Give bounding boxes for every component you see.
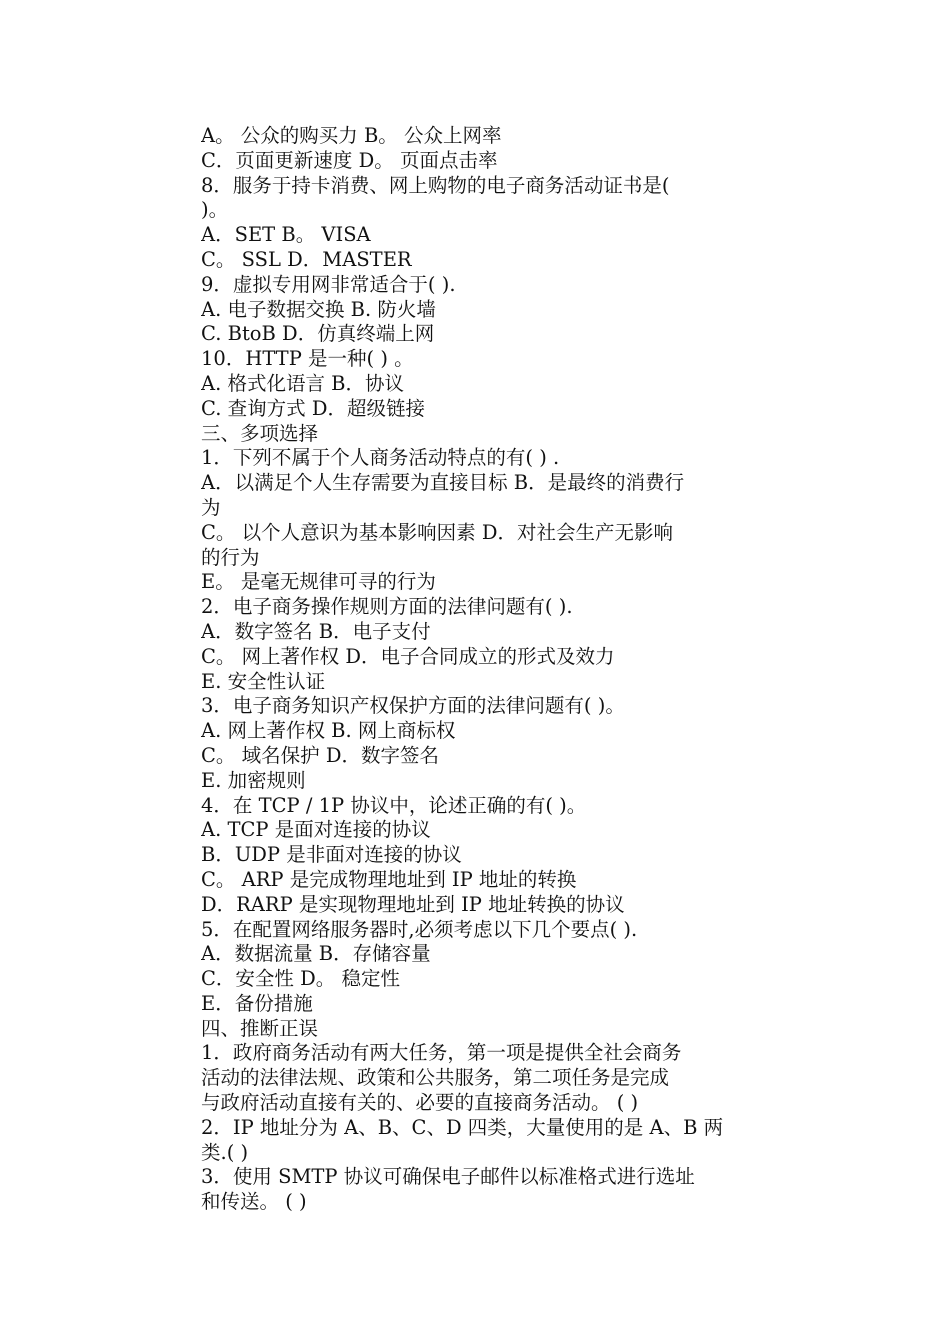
text-line: A. 电子数据交换 B. 防火墙 — [201, 297, 436, 321]
text-line: 2．电子商务操作规则方面的法律问题有( ). — [201, 595, 573, 619]
text-line: C。 域名保护 D．数字签名 — [201, 743, 439, 767]
text-line: A．SET B。 VISA — [201, 223, 371, 247]
text-line: A. 网上著作权 B. 网上商标权 — [201, 719, 456, 743]
text-line: A．数字签名 B．电子支付 — [201, 619, 431, 643]
section-heading: 四、推断正误 — [201, 1016, 319, 1040]
text-line: 1．政府商务活动有两大任务，第一项是提供全社会商务 — [201, 1041, 682, 1065]
text-line: E．备份措施 — [201, 991, 313, 1015]
text-line: 3．使用 SMTP 协议可确保电子邮件以标准格式进行选址 — [201, 1165, 695, 1189]
text-line: 活动的法律法规、政策和公共服务，第二项任务是完成 — [201, 1066, 670, 1090]
section-heading: 三、多项选择 — [201, 421, 319, 445]
text-line: A．以满足个人生存需要为直接目标 B．是最终的消费行 — [201, 471, 685, 495]
text-line: C。 SSL D．MASTER — [201, 247, 412, 271]
text-line: )。 — [201, 198, 229, 222]
text-line: 10．HTTP 是一种( ) 。 — [201, 347, 414, 371]
document-body — [201, 124, 753, 1215]
text-line: C. BtoB D．仿真终端上网 — [201, 322, 435, 346]
text-line: 4．在 TCP / 1P 协议中，论述正确的有( )。 — [201, 793, 587, 817]
text-line: B．UDP 是非面对连接的协议 — [201, 843, 462, 867]
text-line: C．安全性 D。 稳定性 — [201, 967, 400, 991]
text-line: C。 ARP 是完成物理地址到 IP 地址的转换 — [201, 867, 577, 891]
text-line: 的行为 — [201, 545, 260, 569]
text-line: 5．在配置网络服务器时,必须考虑以下几个要点( ). — [201, 917, 638, 941]
text-line: A。 公众的购买力 B。 公众上网率 — [201, 124, 502, 147]
text-line: E. 安全性认证 — [201, 669, 326, 693]
text-line: A．数据流量 B．存储容量 — [201, 942, 431, 966]
text-line: A. 格式化语言 B．协议 — [201, 371, 405, 395]
text-line: 3．电子商务知识产权保护方面的法律问题有( )。 — [201, 694, 625, 718]
text-line: 1．下列不属于个人商务活动特点的有( ) . — [201, 446, 560, 470]
text-line: E。 是毫无规律可寻的行为 — [201, 570, 436, 594]
text-line: C。 以个人意识为基本影响因素 D．对社会生产无影响 — [201, 520, 673, 544]
text-line: 9．虚拟专用网非常适合于( ). — [201, 272, 456, 296]
text-line: 类.( ) — [201, 1140, 249, 1164]
text-line: C. 查询方式 D．超级链接 — [201, 396, 425, 420]
text-line: 8．服务于持卡消费、网上购物的电子商务活动证书是( — [201, 173, 670, 197]
text-line: C。 网上著作权 D．电子合同成立的形式及效力 — [201, 644, 615, 668]
text-line: D．RARP 是实现物理地址到 IP 地址转换的协议 — [201, 892, 625, 916]
text-line: C．页面更新速度 D。 页面点击率 — [201, 148, 498, 172]
text-line: E. 加密规则 — [201, 768, 306, 792]
text-line: 与政府活动直接有关的、必要的直接商务活动。 ( ) — [201, 1091, 639, 1115]
text-line: A. TCP 是面对连接的协议 — [201, 818, 431, 842]
text-line: 为 — [201, 495, 221, 519]
text-line: 和传送。 ( ) — [201, 1190, 307, 1214]
text-line: 2．IP 地址分为 A、B、C、D 四类，大量使用的是 A、B 两 — [201, 1115, 724, 1139]
